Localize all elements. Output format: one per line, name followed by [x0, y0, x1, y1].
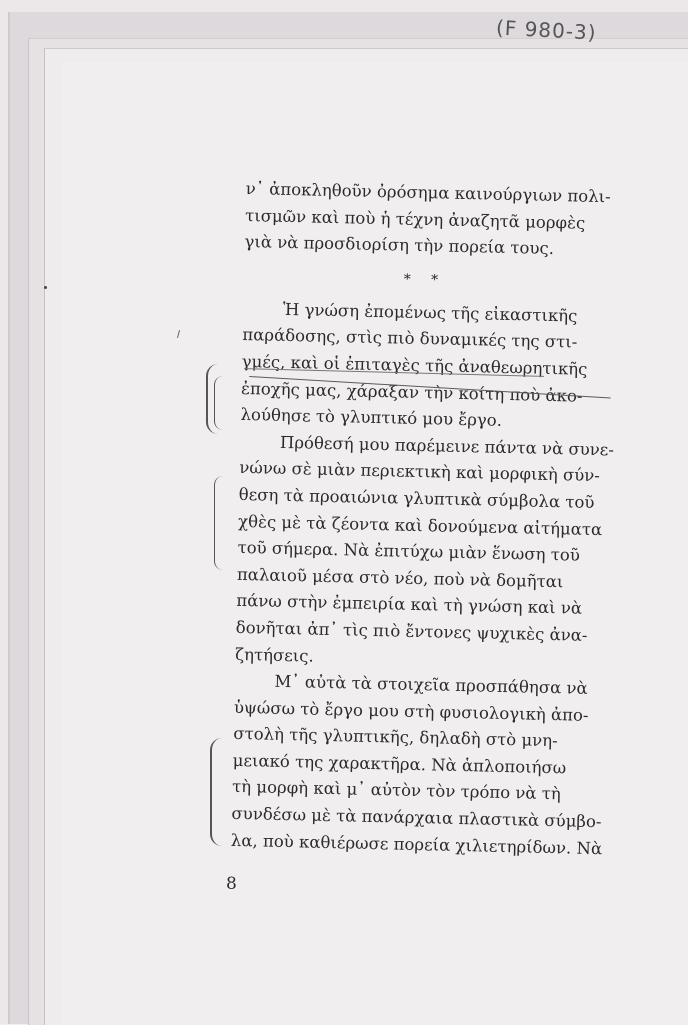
text-line: συνδέσω μὲ τὰ πανάρχαια πλαστικὰ σύμβο- [231, 803, 602, 832]
text-line: θεση τὰ προαιώνια γλυπτικὰ σύμβολα τοῦ [238, 484, 595, 512]
page-number: 8 [226, 874, 237, 894]
text-line: Μ᾽ αὐτὰ τὰ στοιχεῖα προσπάθησα νὰ [274, 671, 588, 698]
text-line: Ἡ γνώση ἐπομένως τῆς εἰκαστικῆς [282, 299, 578, 326]
paragraph-4 [230, 668, 603, 862]
margin-bracket [214, 376, 223, 430]
margin-bracket [214, 476, 223, 570]
paragraph-1 [244, 176, 611, 264]
text-line: στολὴ τῆς γλυπτικῆς, δηλαδὴ στὸ μνη- [233, 724, 558, 751]
text-line: ζητήσεις. [234, 644, 314, 666]
text-line: χθὲς μὲ τὰ ζέοντα καὶ δονούμενα αἰτήματα [237, 511, 603, 539]
text-line: παράδοσης, στὶς πιὸ δυναμικές της στι- [242, 325, 578, 352]
text-line: δονῆται ἀπ᾽ τὶς πιὸ ἔντονες ψυχικὲς ἀνα- [235, 617, 588, 645]
margin-dot [44, 286, 47, 289]
text-line: γιὰ νὰ προσδιορίση τὴν πορεία τους. [244, 232, 555, 259]
section-separator: * * [403, 271, 447, 289]
text-line: λα, ποὺ καθιέρωσε πορεία χιλιετηρίδων. Νὰ [230, 830, 603, 858]
body-text [230, 176, 615, 862]
text-line: τὴ μορφὴ καὶ μ᾽ αὐτὸν τὸν τρόπο νὰ τὴ [231, 777, 562, 804]
handwritten-catalog-note: (F 980-3) [495, 15, 598, 45]
text-line: ἐποχῆς μας, χάραξαν τὴν κοίτη ποὺ ἀκο- [240, 378, 583, 406]
text-line: ν᾽ ἀποκληθοῦν ὀρόσημα καινούργιων πολι- [245, 178, 611, 207]
text-line: νώνω σὲ μιὰν περιεκτικὴ καὶ μορφικὴ σύν- [239, 458, 601, 486]
text-line: γμές, καὶ οἱ ἐπιταγὲς τῆς ἀναθεωρητικῆς [241, 351, 588, 379]
text-line: Πρόθεσή μου παρέμεινε πάντα νὰ συνε- [279, 432, 615, 460]
text-line: ὑψώσω τὸ ἔργο μου στὴ φυσιολογικὴ ἀπο- [233, 697, 589, 725]
text-line: τισμῶν καὶ ποὺ ἡ τέχνη ἀναζητᾶ μορφὲς [244, 205, 586, 233]
text-line: πάνω στὴν ἐμπειρία καὶ τὴ γνώση καὶ νὰ [236, 591, 583, 619]
margin-bracket [210, 738, 222, 846]
text-line: τοῦ σήμερα. Νὰ ἐπιτύχω μιὰν ἕνωση τοῦ [237, 538, 581, 565]
paragraph-3 [234, 429, 615, 676]
text-line: λούθησε τὸ γλυπτικό μου ἔργο. [240, 405, 503, 431]
text-line: παλαιοῦ μέσα στὸ νέο, ποὺ νὰ δομῆται [236, 564, 564, 592]
text-line: μειακό της χαρακτῆρα. Νὰ ἁπλοποιήσω [232, 750, 567, 778]
